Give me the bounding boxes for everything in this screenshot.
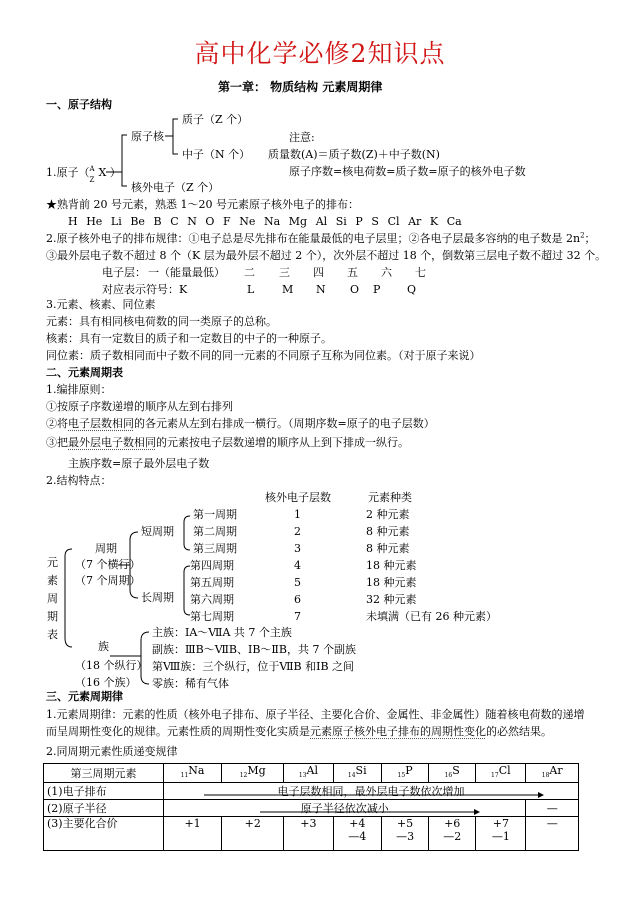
arrow-right-icon [204, 792, 544, 798]
main-group-rule: 主族序数=原子最外层电子数 [68, 457, 210, 470]
shell-1: 一（能量最低） [148, 266, 225, 279]
element-cell: $_{18}$Ar [526, 764, 579, 783]
principle-1: ①按原子序数递增的顺序从左到右排列 [46, 400, 233, 413]
valence-cell: +4 —4 [333, 817, 381, 851]
header-cell: 第三周期元素 [44, 764, 164, 783]
def-element: 元素：具有相同核电荷数的同一类原子的总称。 [46, 315, 277, 328]
group-label: 族 [98, 640, 109, 653]
period-name: 第一周期 [193, 508, 237, 521]
section-heading-periodic-table: 二、元素周期表 [46, 366, 123, 379]
shell-2: 二 [244, 266, 255, 279]
electron-rule-1: 2.原子核外电子的排布规律：①电子总是尽先排布在能量最低的电子层里；②各电子层最多容纳的电子数是 $2n^2$； [46, 231, 596, 245]
electron-rule-2: ③最外层电子数不超过 8 个（K 层为最外层不超过 2 个），次外层不超过 18 个，倒数第三层电子数不超过 32 个。 [46, 249, 607, 262]
section-heading-periodic-law: 三、元素周期律 [46, 690, 123, 703]
proton-label: 质子（Z 个） [182, 113, 249, 126]
note-mass-number: 质量数(A)＝质子数(Z)＋中子数(N) [268, 148, 440, 161]
element-symbol: C [170, 215, 179, 228]
shell-7: 七 [415, 266, 426, 279]
section-heading-atomic-structure: 一、原子结构 [46, 98, 112, 111]
period-name: 第三周期 [193, 542, 237, 555]
valence-cell: +7 —1 [476, 817, 526, 851]
element-symbol: He [86, 215, 103, 228]
row-label-atomic-radius: (2)原子半径 [44, 800, 164, 817]
group-count: （16 个族） [75, 676, 137, 689]
period-cols: （7 个周期） [75, 574, 141, 587]
periodic-law-line-2: 而呈周期性变化的规律。元素性质的周期性变化实质是元素原子核外电子排布的周期性变化的必然结果。 [46, 725, 552, 738]
valence-cell: +6 —2 [429, 817, 476, 851]
structure-features: 2.结构特点： [46, 474, 112, 487]
symbol-label: 对应表示符号： [102, 283, 179, 296]
element-cell: $_{13}$Al [284, 764, 333, 783]
periodic-law-line-1: 1.元素周期律：元素的性质（核外电子排布、原子半径、主要化合价、金属性、非金属性）随着核电荷数的递增 [46, 708, 585, 721]
period-shell-count: 7 [294, 610, 301, 623]
element-symbol: Be [130, 215, 145, 228]
shell-4: 四 [313, 266, 324, 279]
group-viii: 第Ⅷ族：三个纵行，位于ⅦB 和ⅠB 之间 [152, 660, 355, 673]
symbol-k: K [179, 283, 188, 296]
electron-arrangement-trend: 电子层数相同，最外层电子数依次增加 [164, 783, 579, 800]
shell-5: 五 [347, 266, 358, 279]
table-char-1: 元 [47, 556, 58, 569]
table-char-2: 素 [47, 574, 58, 587]
row-label-valence: (3)主要化合价 [44, 817, 164, 851]
symbol-o: O [350, 283, 360, 296]
note-title: 注意: [289, 131, 315, 144]
valence-cell: +2 [222, 817, 284, 851]
arrangement-principles: 1.编排原则： [46, 383, 112, 396]
period-shell-count: 2 [294, 525, 301, 538]
def-isotope: 同位素：质子数相同而中子数不同的同一元素的不同原子互称为同位素。（对于原子来说） [46, 349, 481, 362]
element-cell: $_{14}$Si [333, 764, 381, 783]
period-shell-count: 5 [294, 576, 301, 589]
table-char-3: 周 [47, 592, 58, 605]
valence-cell: — [526, 817, 579, 851]
symbol-q: Q [407, 283, 417, 296]
element-symbol: Na [264, 215, 281, 228]
valence-cell: +5 —3 [382, 817, 429, 851]
period-name: 第七周期 [190, 610, 234, 623]
group-main: 主族：ⅠA～ⅦA 共 7 个主族 [152, 626, 292, 639]
row-label-electron-arrangement: (1)电子排布 [44, 783, 164, 800]
element-cell: $_{16}$S [429, 764, 476, 783]
element-symbol: Ne [239, 215, 256, 228]
period-element-kinds: 18 种元素 [366, 576, 417, 589]
table-row [44, 817, 579, 851]
element-symbol: F [223, 215, 231, 228]
period-name: 第六周期 [190, 593, 234, 606]
element-symbol: Al [315, 215, 328, 228]
table-row [44, 783, 579, 800]
symbol-n: N [316, 283, 326, 296]
element-cell: $_{17}$Cl [476, 764, 526, 783]
period-element-kinds: 32 种元素 [366, 593, 417, 606]
long-period-label: 长周期 [141, 591, 174, 604]
element-symbol: S [371, 215, 379, 228]
period-element-kinds: 未填满（已有 26 种元素） [366, 610, 497, 623]
period-element-kinds: 8 种元素 [366, 542, 410, 555]
period-name: 第五周期 [190, 576, 234, 589]
item-element-nuclide-isotope: 3.元素、核素、同位素 [46, 298, 156, 311]
element-symbol: B [153, 215, 162, 228]
period-rows: （7 个横行） [75, 558, 141, 571]
neutron-label: 中子（N 个） [182, 148, 251, 161]
element-symbol: O [205, 215, 215, 228]
table-char-5: 表 [47, 628, 58, 641]
group-sub: 副族：ⅢB～ⅦB、ⅠB～ⅡB，共 7 个副族 [152, 643, 356, 656]
element-symbol: Ar [408, 215, 422, 228]
period-shell-count: 4 [294, 559, 301, 572]
electron-label: 核外电子（Z 个） [131, 181, 220, 194]
atomic-radius-trend: 原子半径依次减小 [164, 800, 526, 817]
atomic-radius-ar: — [526, 800, 579, 817]
atom-label: 1.原子（ A Z X ） [46, 165, 121, 184]
period3-table [43, 763, 579, 851]
arrow-right-icon [260, 809, 480, 815]
element-cell: $_{15}$P [382, 764, 429, 783]
principle-3: ③把最外层电子数相同的元素按电子层数递增的顺序从上到下排成一纵行。 [46, 436, 409, 449]
table-char-4: 期 [47, 610, 58, 623]
note-atomic-number: 原子序数=核电荷数=质子数=原子的核外电子数 [289, 165, 526, 178]
element-cell: $_{11}$Na [164, 764, 222, 783]
shell-3: 三 [279, 266, 290, 279]
element-symbol: Cl [387, 215, 400, 228]
table-row [44, 764, 579, 783]
period-element-kinds: 8 种元素 [366, 525, 410, 538]
chapter-heading: 第一章： 物质结构 元素周期律 [218, 80, 383, 94]
period-shell-count: 3 [294, 542, 301, 555]
element-symbol: P [355, 215, 363, 228]
element-symbol: K [429, 215, 439, 228]
group-zero: 零族：稀有气体 [152, 677, 229, 690]
shell-6: 六 [381, 266, 392, 279]
valence-cell: +3 [284, 817, 333, 851]
element-symbol: Ca [446, 215, 462, 228]
element-symbol: Mg [288, 215, 308, 228]
period-shell-count: 6 [294, 593, 301, 606]
short-period-label: 短周期 [141, 525, 174, 538]
symbol-m: M [282, 283, 294, 296]
element-symbol: H [68, 215, 78, 228]
valence-cell: +1 [164, 817, 222, 851]
period-element-kinds: 18 种元素 [366, 559, 417, 572]
nucleus-label: 原子核 [131, 130, 164, 143]
first-20-elements [68, 215, 470, 229]
col-element-kinds: 元素种类 [368, 491, 412, 504]
element-symbol: Li [110, 215, 122, 228]
principle-2: ②将电子层数相同的各元素从左到右排成一横行。（周期序数=原子的电子层数） [46, 417, 435, 430]
page-title: 高中化学必修2知识点 [194, 39, 446, 68]
period-name: 第四周期 [190, 559, 234, 572]
col-shell-count: 核外电子层数 [265, 491, 331, 504]
period-name: 第二周期 [193, 525, 237, 538]
period-element-kinds: 2 种元素 [366, 508, 410, 521]
table-row [44, 800, 579, 817]
same-period-trends: 2.同周期元素性质递变规律 [46, 745, 178, 758]
element-cell: $_{12}$Mg [222, 764, 284, 783]
period-shell-count: 1 [294, 508, 301, 521]
remember-note: ★熟背前 20 号元素，熟悉 1～20 号元素原子核外电子的排布： [46, 198, 359, 211]
period-label: 周期 [95, 542, 117, 555]
element-symbol: Si [335, 215, 347, 228]
def-nuclide: 核素：具有一定数目的质子和一定数目的中子的一种原子。 [46, 332, 332, 345]
group-cols: （18 个纵行） [75, 659, 148, 672]
element-symbol: N [187, 215, 197, 228]
symbol-l: L [247, 283, 255, 296]
symbol-p: P [373, 283, 381, 296]
shell-label: 电子层： [102, 266, 146, 279]
